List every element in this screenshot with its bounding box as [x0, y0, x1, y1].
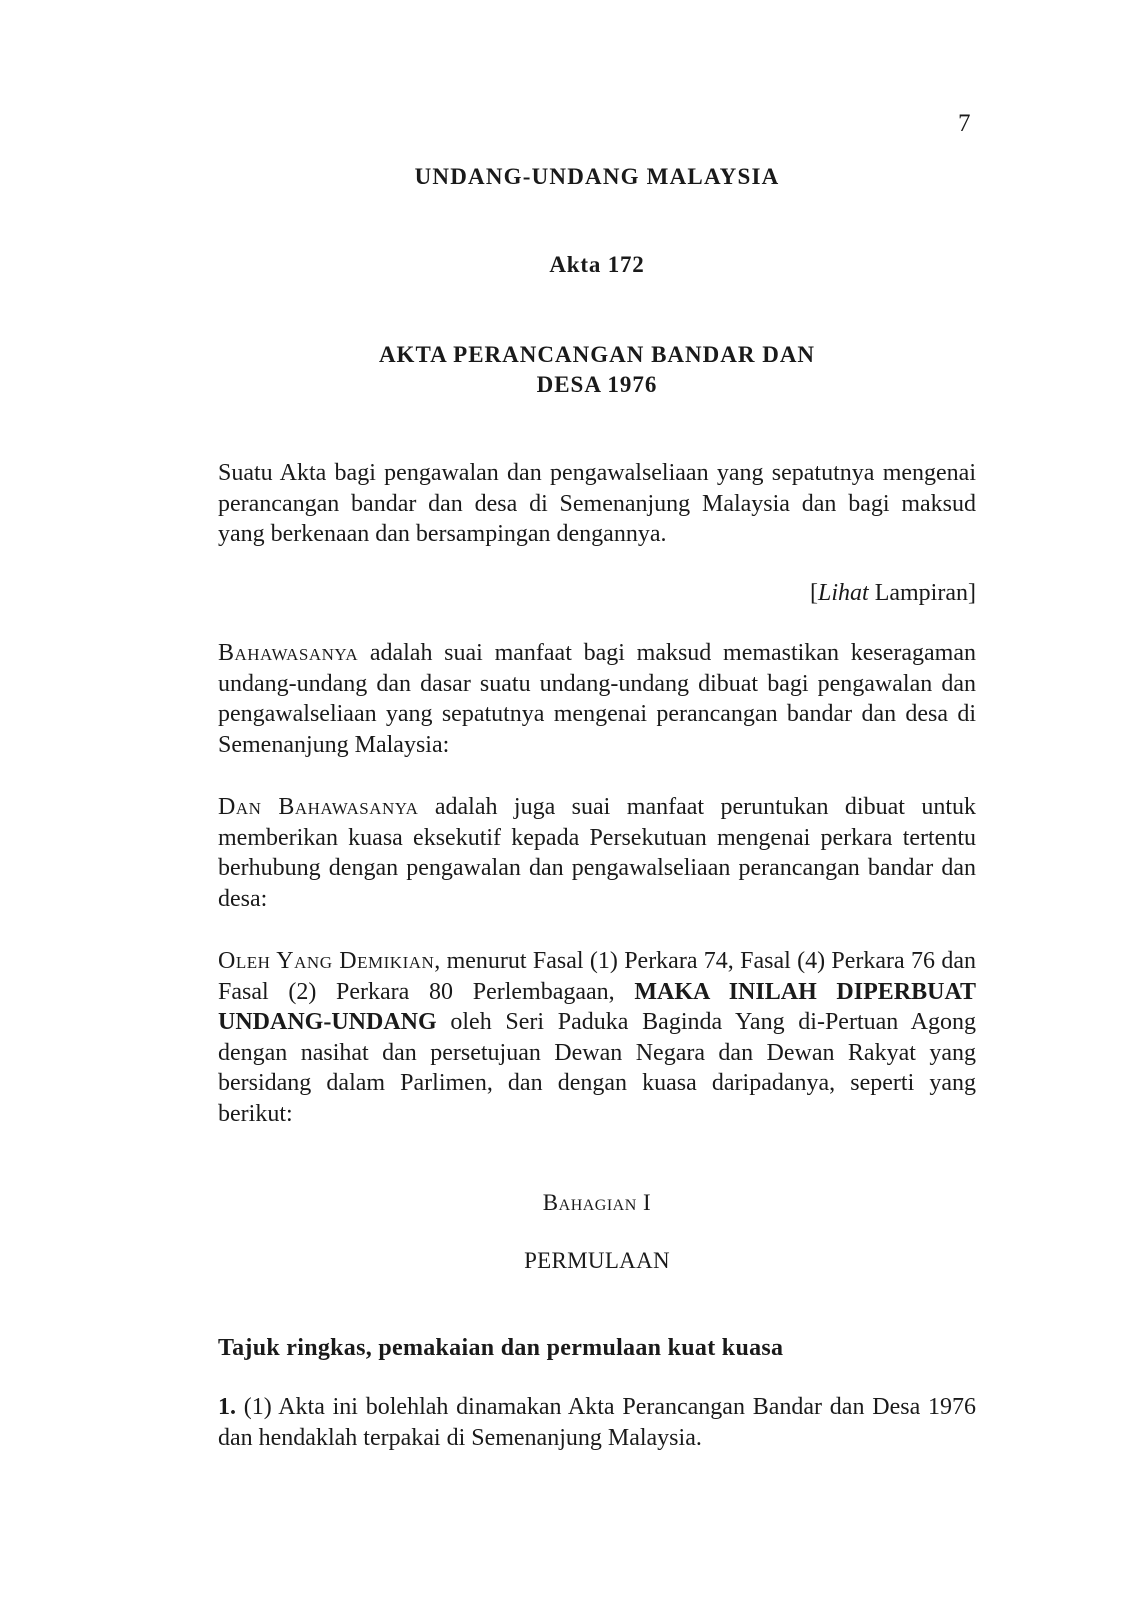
act-name-line-2: DESA 1976 — [536, 372, 658, 397]
long-title: Suatu Akta bagi pengawalan dan pengawalseliaan yang sepatutnya mengenai perancangan bandar dan desa di Semenanjung Malaysia dan bagi maksud yang berkenaan dan bersampingan dengannya. — [218, 460, 976, 547]
enacting-text-2: oleh Seri Paduka Baginda Yang di-Pertuan Agong dengan nasihat dan persetujuan Dewan Negara dan Dewan Rakyat yang bersidang dalam Parlimen, dan dengan kuasa daripadanya, seperti yang berikut: — [218, 1009, 976, 1127]
enacting-lead: Oleh Yang Demikian — [218, 948, 435, 974]
reference-rest: Lampiran] — [868, 580, 976, 606]
reference-open-bracket: [ — [810, 580, 819, 606]
section-1-body: (1) Akta ini bolehlah dinamakan Akta Perancangan Bandar dan Desa 1976 dan hendaklah terpakai di Semenanjung Malaysia. — [218, 1394, 976, 1451]
act-name — [218, 340, 976, 400]
page-number: 7 — [958, 110, 971, 137]
act-name-line-1: AKTA PERANCANGAN BANDAR DAN — [378, 342, 816, 367]
reference-note — [218, 580, 976, 607]
preamble-1-text: adalah suai manfaat bagi maksud memastikan keseragaman undang-undang dan dasar suatu undang-undang dibuat bagi pengawalan dan pengawalseliaan yang sepatutnya mengenai perancangan bandar dan desa di Semenanjung Malaysia: — [218, 640, 976, 758]
section-1-text — [218, 1392, 976, 1453]
act-number: Akta 172 — [549, 252, 645, 277]
preamble-2-lead: Dan Bahawasanya — [218, 794, 419, 820]
section-1-number: 1. — [218, 1394, 236, 1420]
part-label: Bahagian I — [542, 1190, 652, 1215]
enacting-bold: MAKA INILAH DIPERBUAT UNDANG-UNDANG — [218, 978, 977, 1035]
preamble-1-lead: Bahawasanya — [218, 640, 359, 666]
law-title: UNDANG-UNDANG MALAYSIA — [414, 164, 780, 189]
section-heading: Tajuk ringkas, pemakaian dan permulaan kuat kuasa — [218, 1335, 784, 1361]
preamble-paragraph-2 — [218, 792, 976, 914]
reference-italic: Lihat — [818, 580, 869, 606]
enacting-text-1: , menurut Fasal (1) Perkara 74, Fasal (4) Perkara 76 dan Fasal (2) Perkara 80 Perlembagaan, — [218, 948, 976, 1005]
enacting-clause — [218, 946, 976, 1129]
preamble-paragraph-1 — [218, 638, 976, 760]
part-title: PERMULAAN — [524, 1248, 670, 1273]
preamble-2-text: adalah juga suai manfaat peruntukan dibuat untuk memberikan kuasa eksekutif kepada Persekutuan mengenai perkara tertentu berhubung dengan pengawalan dan pengawalseliaan perancangan bandar dan desa: — [218, 794, 976, 912]
